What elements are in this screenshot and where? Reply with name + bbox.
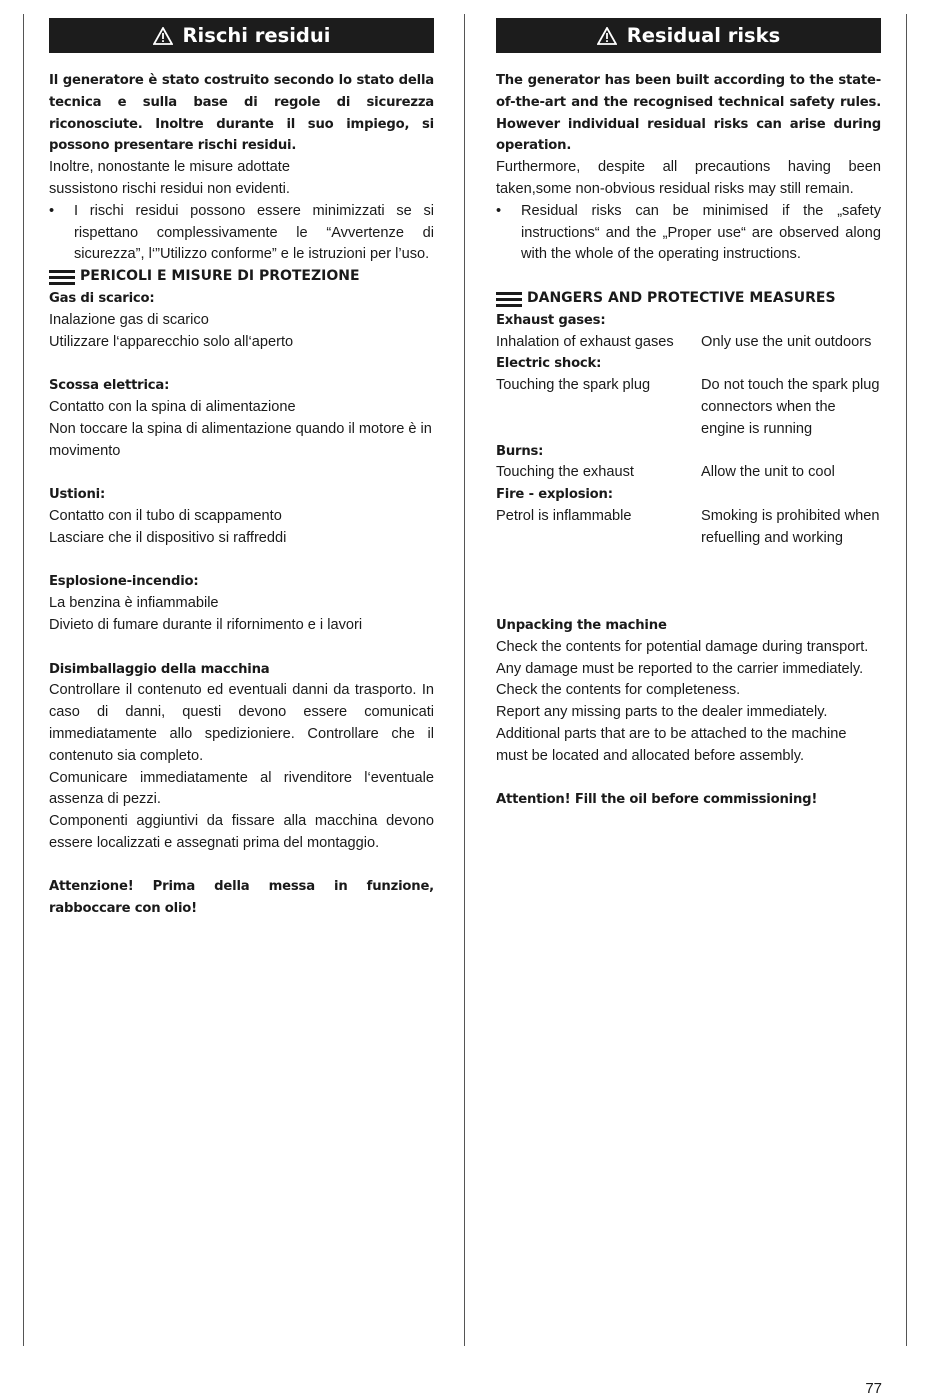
english-fire-row	[496, 506, 881, 550]
bullet-dot: •	[496, 202, 502, 219]
english-exhaust-hazard: Inhalation of exhaust gases	[496, 333, 674, 350]
italian-fire-label: Esplosione-incendio:	[49, 574, 199, 590]
english-unpack-p3: Check the contents for completeness.	[496, 682, 741, 699]
english-shock-measure: Do not touch the spark plug connectors when the engine is running	[701, 377, 880, 437]
english-burns-label: Burns:	[496, 443, 544, 459]
english-fire-hazard: Petrol is inflammable	[496, 507, 632, 524]
menu-lines-icon	[496, 291, 522, 307]
italian-unpack-p3: Componenti aggiuntivi da fissare alla macchina devono essere localizzati e assegnati prima del montaggio.	[49, 813, 434, 851]
italian-shock-l2: Non toccare la spina di alimentazione quando il motore è in movimento	[49, 420, 432, 459]
italian-column	[49, 18, 434, 920]
italian-unpack-p2: Comunicare immediatamente al rivenditore l‘eventuale assenza di pezzi.	[49, 769, 434, 808]
english-section-title: DANGERS AND PROTECTIVE MEASURES	[527, 289, 836, 306]
english-intro-text: Furthermore, despite all precautions having been taken,some non-obvious residual risks may still remain.	[496, 159, 881, 197]
right-rule	[906, 14, 907, 1346]
english-bullet	[496, 201, 881, 266]
english-burns-hazard: Touching the exhaust	[496, 464, 634, 481]
english-unpack-p5: Additional parts that are to be attached to the machine must be located and allocated before assembly.	[496, 725, 847, 764]
english-shock-row	[496, 375, 881, 440]
warning-triangle-icon	[153, 27, 173, 45]
italian-section-title: PERICOLI E MISURE DI PROTEZIONE	[80, 268, 360, 285]
italian-burns-l2: Lasciare che il dispositivo si raffreddi	[49, 529, 287, 546]
italian-bullet	[49, 201, 434, 266]
english-title: Residual risks	[626, 23, 781, 47]
english-unpack-p1: Check the contents for potential damage during transport.	[496, 638, 869, 655]
english-title-banner	[496, 18, 881, 53]
italian-burns-label: Ustioni:	[49, 487, 106, 503]
italian-unpack-label: Disimballaggio della macchina	[49, 661, 270, 677]
english-unpack-label: Unpacking the machine	[496, 617, 667, 633]
italian-fire-l1: La benzina è infiammabile	[49, 595, 219, 612]
english-exhaust-measure: Only use the unit outdoors	[701, 333, 872, 350]
english-burns-measure: Allow the unit to cool	[701, 464, 835, 481]
italian-shock-label: Scossa elettrica:	[49, 378, 170, 394]
italian-title-banner	[49, 18, 434, 53]
left-rule	[23, 14, 24, 1346]
italian-title: Rischi residui	[182, 23, 331, 47]
english-burns-row	[496, 462, 881, 484]
italian-unpack-p1: Controllare il contenuto ed eventuali danni da trasporto. In caso di danni, questi devono essere comunicati immediatamente allo spedizioniere. Controllare che il contenuto sia completo.	[49, 682, 434, 764]
italian-intro-line2: sussistono rischi residui non evidenti.	[49, 180, 290, 197]
italian-intro-line1: Inoltre, nonostante le misure adottate	[49, 159, 290, 176]
italian-intro-bold: Il generatore è stato costruito secondo lo stato della tecnica e sulla base di regole di sicurezza riconosciute. Inoltre durante il suo impiego, si possono presentare rischi residui.	[49, 73, 434, 154]
english-unpack-p4: Report any missing parts to the dealer immediately.	[496, 704, 828, 721]
italian-fire-l2: Divieto di fumare durante il rifornimento e i lavori	[49, 616, 363, 633]
english-attention: Attention! Fill the oil before commissioning!	[496, 792, 818, 808]
italian-shock-l1: Contatto con la spina di alimentazione	[49, 398, 296, 415]
page-number: 77	[865, 1380, 882, 1397]
english-fire-measure: Smoking is prohibited when refuelling and working	[701, 507, 880, 546]
menu-lines-icon	[49, 269, 75, 285]
english-fire-label: Fire - explosion:	[496, 487, 613, 503]
english-bullet-text: Residual risks can be minimised if the „safety instructions“ and the „Proper use“ are observed along with the whole of the operating instructions.	[521, 202, 881, 263]
italian-section-heading	[49, 266, 434, 288]
bullet-dot: •	[49, 202, 55, 219]
english-shock-label: Electric shock:	[496, 356, 602, 372]
english-intro-bold: The generator has been built according to the state-of-the-art and the recognised technical safety rules. However individual residual risks can arise during operation.	[496, 73, 881, 154]
english-unpack-p2: Any damage must be reported to the carrier immediately.	[496, 660, 864, 677]
italian-exhaust-label: Gas di scarico:	[49, 290, 155, 306]
italian-exhaust-l1: Inalazione gas di scarico	[49, 311, 209, 328]
english-section-heading	[496, 288, 881, 310]
english-exhaust-row	[496, 332, 881, 354]
italian-burns-l1: Contatto con il tubo di scappamento	[49, 507, 282, 524]
center-rule	[464, 14, 465, 1346]
italian-exhaust-l2: Utilizzare l‘apparecchio solo all‘aperto	[49, 333, 294, 350]
italian-bullet-text: I rischi residui possono essere minimizzati se si rispettano complessivamente le “Avvertenze di sicurezza”, l‘”Utilizzo conforme” e le istruzioni per l’uso.	[74, 202, 434, 263]
italian-attention: Attenzione! Prima della messa in funzione, rabboccare con olio!	[49, 879, 434, 917]
english-shock-hazard: Touching the spark plug	[496, 377, 651, 394]
warning-triangle-icon	[597, 27, 617, 45]
english-exhaust-label: Exhaust gases:	[496, 312, 606, 328]
english-column	[496, 18, 881, 811]
